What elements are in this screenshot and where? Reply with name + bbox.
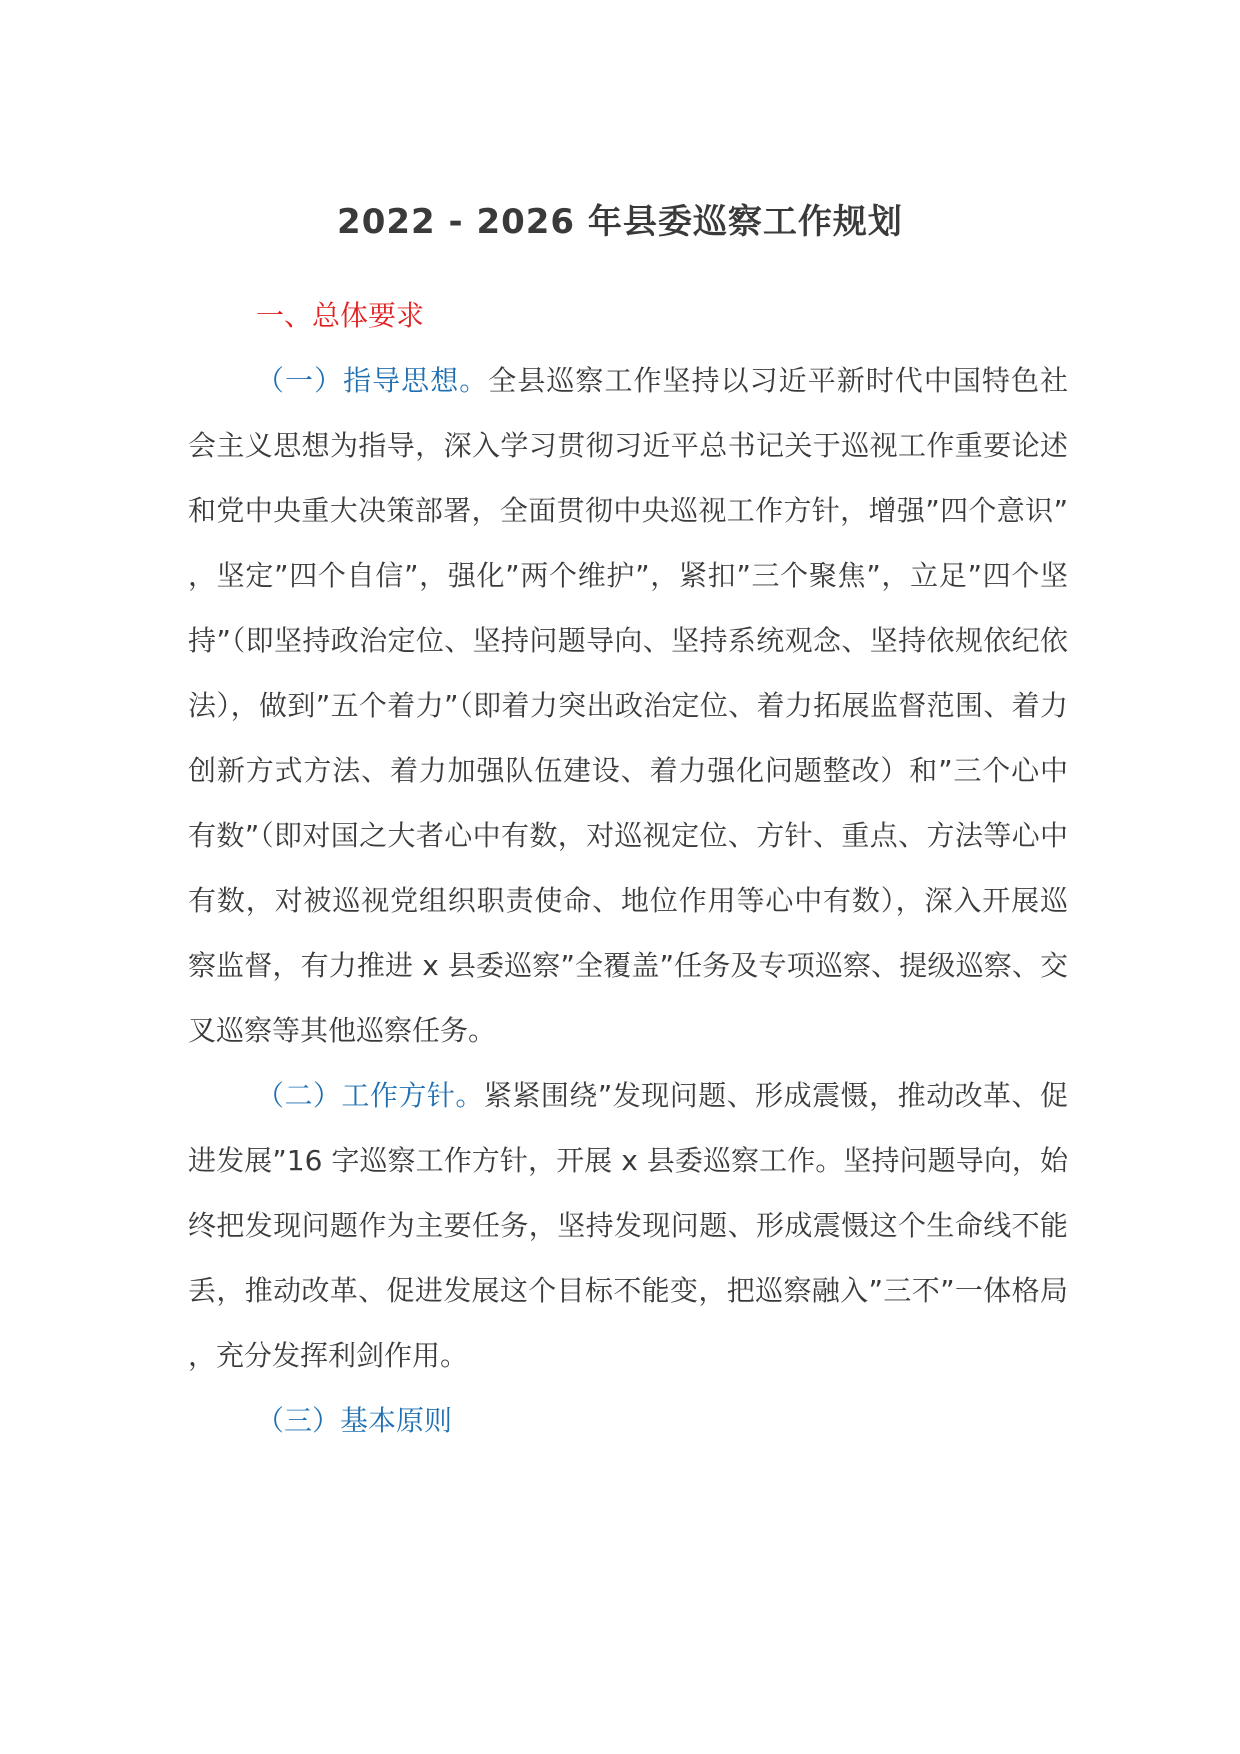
subheading-work-policy: （二）工作方针。 [256,1079,484,1112]
paragraph-work-policy [188,1063,1068,1388]
document-body [188,283,1068,1453]
work-policy-text: 紧紧围绕”发现问题、形成震慑，推动改革、促进发展”16 字巡察工作方针，开展 x 县委巡察工作。坚持问题导向，始终把发现问题作为主要任务，坚持发现问题、形成震慑这个生命线不能丢，推动改革、促进发展这个目标不能变，把巡察融入”三不”一体格局，充分发挥利剑作用。 [188,1079,1068,1372]
document-title: 2022 - 2026 年县委巡察工作规划 [337,202,903,242]
paragraph-guiding-ideology [188,348,1068,1063]
guiding-ideology-text: 全县巡察工作坚持以习近平新时代中国特色社会主义思想为指导，深入学习贯彻习近平总书记关于巡视工作重要论述和党中央重大决策部署，全面贯彻中央巡视工作方针，增强”四个意识”，坚定”四个自信”，强化”两个维护”，紧扣”三个聚焦”，立足”四个坚持”（即坚持政治定位、坚持问题导向、坚持系统观念、坚持依规依纪依法），做到”五个着力”（即着力突出政治定位、着力拓展监督范围、着力创新方式方法、着力加强队伍建设、着力强化问题整改）和”三个心中有数”（即对国之大者心中有数，对巡视定位、方针、重点、方法等心中有数，对被巡视党组织职责使命、地位作用等心中有数），深入开展巡察监督，有力推进 x 县委巡察”全覆盖”任务及专项巡察、提级巡察、交叉巡察等其他巡察任务。 [188,364,1068,1047]
subheading-basic-principles: （三）基本原则 [256,1404,453,1437]
subheading-guiding-ideology: （一）指导思想。 [256,364,489,397]
section-heading-overall-requirements: 一、总体要求 [256,299,425,332]
